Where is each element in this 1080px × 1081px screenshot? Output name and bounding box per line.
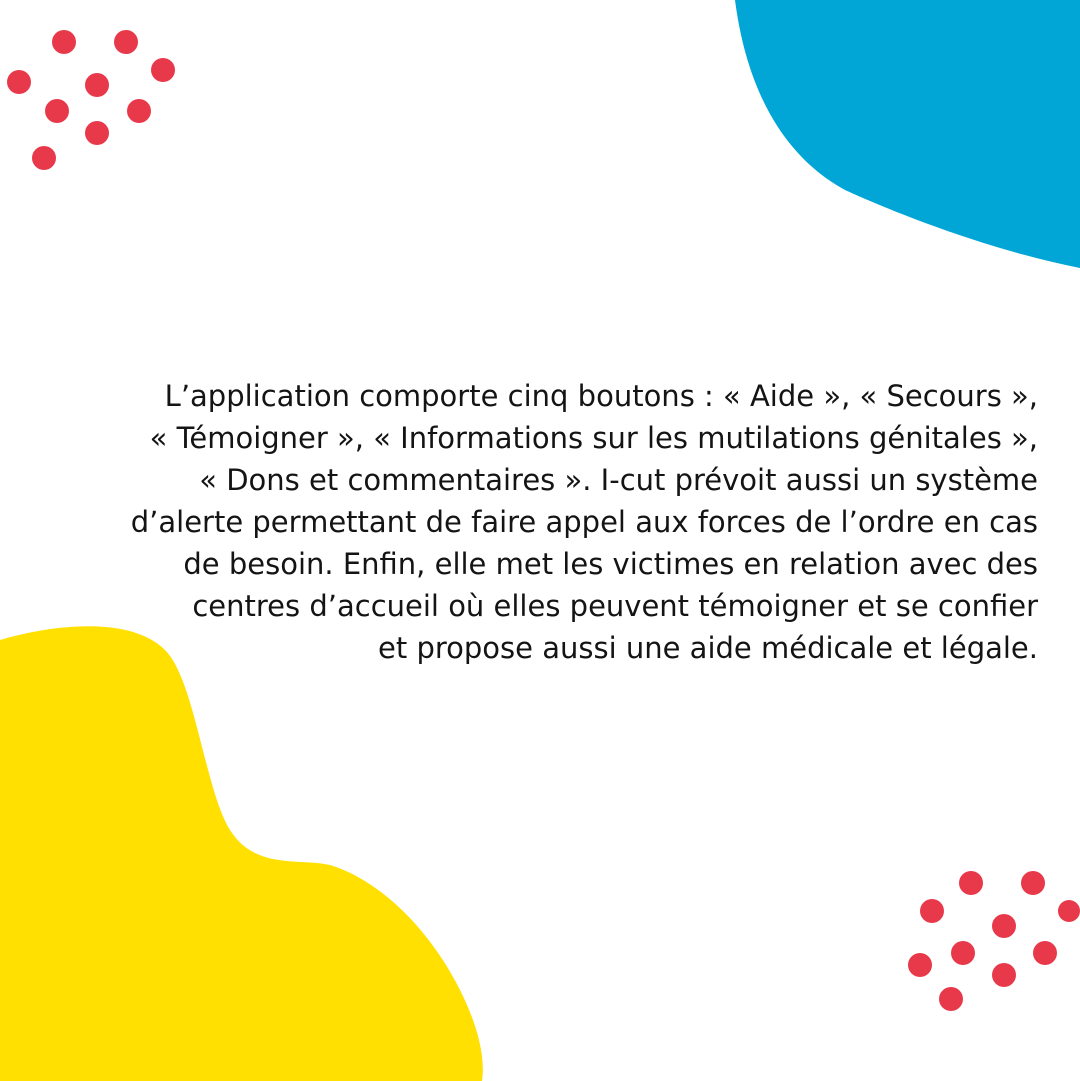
dot	[151, 58, 175, 82]
dot	[1033, 941, 1057, 965]
body-paragraph: L’application comporte cinq boutons : « Aide », « Secours », « Témoigner », « Informations sur les mutilations génitales », « Dons et commentaires ». I-cut prévoit aussi un système d’alerte permettant de faire appel aux forces de l’ordre en cas de besoin. Enfin, elle met les victimes en relation avec des centres d’accueil où elles peuvent témoigner et se confier et propose aussi une aide médicale et légale.	[130, 379, 1038, 665]
dot	[908, 953, 932, 977]
dot	[951, 941, 975, 965]
dot	[1021, 871, 1045, 895]
dot	[52, 30, 76, 54]
dot	[114, 30, 138, 54]
dot	[920, 899, 944, 923]
dot	[992, 963, 1016, 987]
top-left-dots-decoration	[0, 20, 200, 190]
dot	[992, 914, 1016, 938]
dot	[45, 99, 69, 123]
bottom-right-dots-decoration	[900, 865, 1080, 1025]
dot	[959, 871, 983, 895]
dot	[85, 73, 109, 97]
dot	[127, 99, 151, 123]
dot	[7, 70, 31, 94]
dot	[939, 987, 963, 1011]
dot	[85, 121, 109, 145]
dot	[32, 146, 56, 170]
dot	[1058, 900, 1080, 922]
